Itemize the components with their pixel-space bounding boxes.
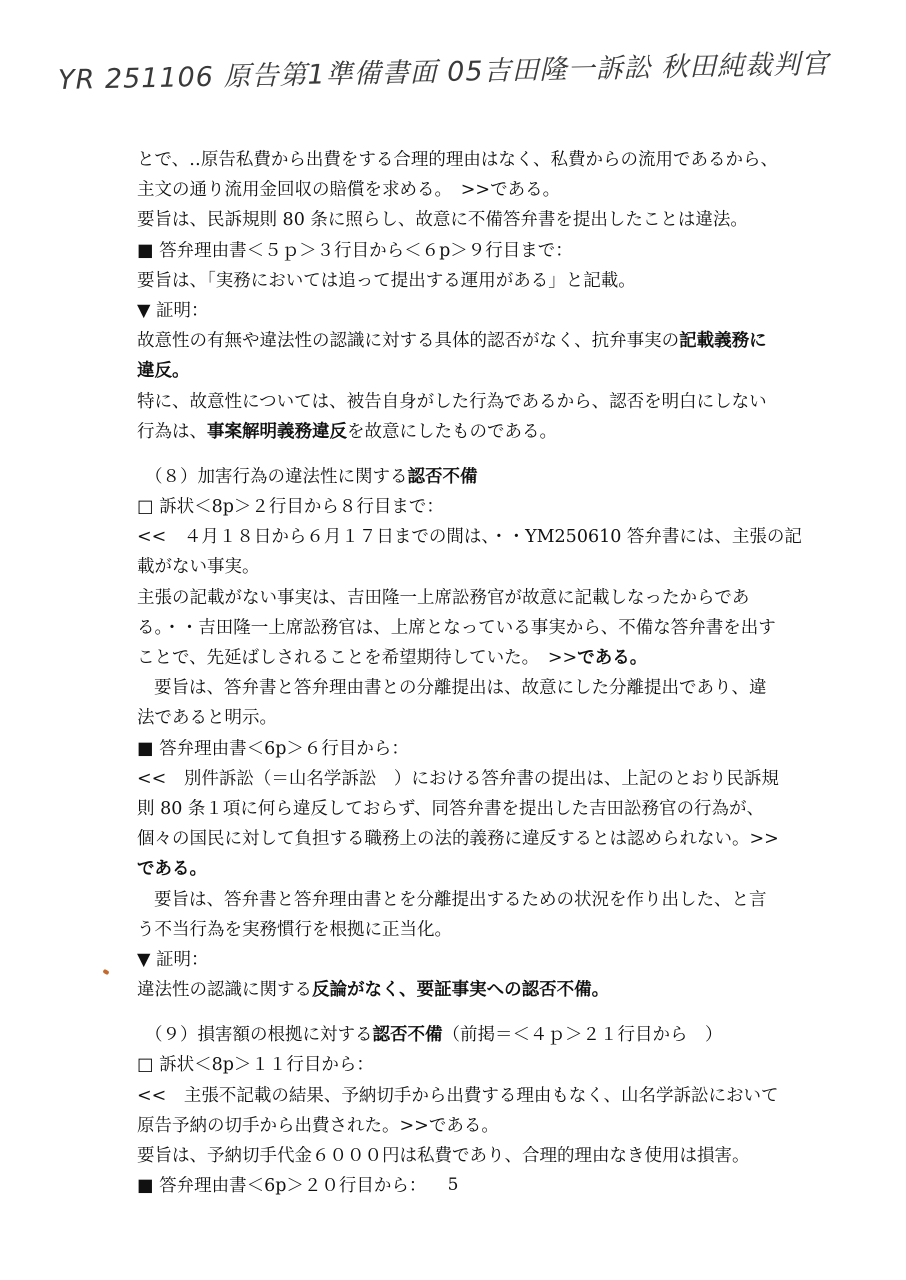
bold-phrase: 反論がなく、要証事実への認否不備。 bbox=[312, 980, 610, 1001]
text-line: とで、‥原告私費から出費をする合理的理由はなく、私費からの流用であるから、 bbox=[137, 150, 778, 170]
section-heading-8: （８）加害行為の違法性に関する認否不備 bbox=[145, 466, 478, 487]
text-line: 法であると明示。 bbox=[137, 708, 277, 729]
text-line: 載がない事実。 bbox=[137, 557, 260, 578]
text-line bbox=[137, 356, 837, 386]
ink-spot bbox=[102, 969, 109, 975]
text-line: << 主張不記載の結果、予納切手から出費する理由もなく、山名学訴訟において bbox=[137, 1085, 779, 1106]
text-line: 要旨は、予納切手代金６０００円は私費であり、合理的理由なき使用は損害。 bbox=[137, 1146, 750, 1166]
text-line: □ 訴状＜8p＞２行目から８行目まで： bbox=[137, 497, 444, 518]
text-line: 主文の通り流用金回収の賠償を求める。 >>である。 bbox=[137, 180, 561, 201]
text-line: 主張の記載がない事実は、吉田隆一上席訟務官が故意に記載しなったからであ bbox=[137, 587, 750, 608]
text-line: う不当行為を実務慣行を根拠に正当化。 bbox=[137, 919, 452, 940]
text-line: 要旨は、「実務においては追って提出する運用がある」と記載。 bbox=[137, 270, 636, 291]
text-line: ■ 答弁理由書＜５ｐ＞３行目から＜６p＞９行目まで： bbox=[137, 240, 573, 261]
text-line: 要旨は、答弁書と答弁理由書とを分離提出するための状況を作り出した、と言 bbox=[154, 889, 767, 910]
bold-phrase: 記載義務に bbox=[679, 331, 767, 352]
bold-phrase: である。 bbox=[577, 648, 648, 668]
text-line: << 別件訴訟（＝山名学訴訟 ）における答弁書の提出は、上記のとおり民訴規 bbox=[137, 768, 779, 789]
text-line: ▼ 証明： bbox=[137, 949, 209, 970]
text-line: ■ 答弁理由書＜6p＞２０行目から： bbox=[137, 1176, 427, 1197]
text-line: ■ 答弁理由書＜6p＞６行目から： bbox=[137, 738, 409, 759]
text-line: □ 訴状＜8p＞１１行目から： bbox=[137, 1055, 374, 1076]
text-line: る。・・吉田隆一上席訟務官は、上席となっている事実から、不備な答弁書を出す bbox=[137, 617, 776, 638]
text-line: ▼ 証明： bbox=[137, 300, 209, 321]
text-line: 要旨は、民訴規則 80 条に照らし、故意に不備答弁書を提出したことは違法。 bbox=[137, 210, 748, 231]
text-line: 原告予納の切手から出費された。>>である。 bbox=[137, 1115, 499, 1136]
bold-phrase: 事案解明義務違反 bbox=[207, 421, 347, 442]
body-text bbox=[137, 145, 837, 1201]
section-heading-9: （９）損害額の根拠に対する認否不備（前掲＝＜４ｐ＞２１行目から ） bbox=[145, 1025, 723, 1046]
bold-phrase: 違反。 bbox=[137, 361, 190, 382]
text-line: 要旨は、答弁書と答弁理由書との分離提出は、故意にした分離提出であり、違 bbox=[154, 678, 767, 699]
handwritten-header-note: YR 251106 原告第1準備書面 05吉田隆一訴訟 秋田純裁判官 bbox=[57, 48, 830, 96]
text-line bbox=[137, 854, 837, 884]
page-number: 5 bbox=[447, 1175, 459, 1195]
bold-phrase: である。 bbox=[137, 859, 207, 880]
text-line: ことで、先延ばしされることを希望期待していた。 >>である。 bbox=[137, 648, 648, 668]
text-line: 違法性の認識に関する反論がなく、要証事実への認否不備。 bbox=[137, 980, 610, 1001]
text-line: 行為は、事案解明義務違反を故意にしたものである。 bbox=[137, 421, 557, 442]
bold-phrase: 認否不備 bbox=[407, 466, 478, 487]
text-line: 故意性の有無や違法性の認識に対する具体的認否がなく、抗弁事実の記載義務に bbox=[137, 331, 767, 352]
text-line: 特に、故意性については、被告自身がした行為であるから、認否を明白にしない bbox=[137, 391, 767, 412]
text-line: 則 80 条１項に何ら違反しておらず、同答弁書を提出した吉田訟務官の行為が、 bbox=[137, 798, 764, 819]
text-line: 個々の国民に対して負担する職務上の法的義務に違反するとは認められない。>> bbox=[137, 829, 779, 850]
text-line: << ４月１８日から６月１７日までの間は、・・YM250610 答弁書には、主張の記 bbox=[137, 527, 802, 548]
bold-phrase: 認否不備 bbox=[372, 1025, 443, 1046]
